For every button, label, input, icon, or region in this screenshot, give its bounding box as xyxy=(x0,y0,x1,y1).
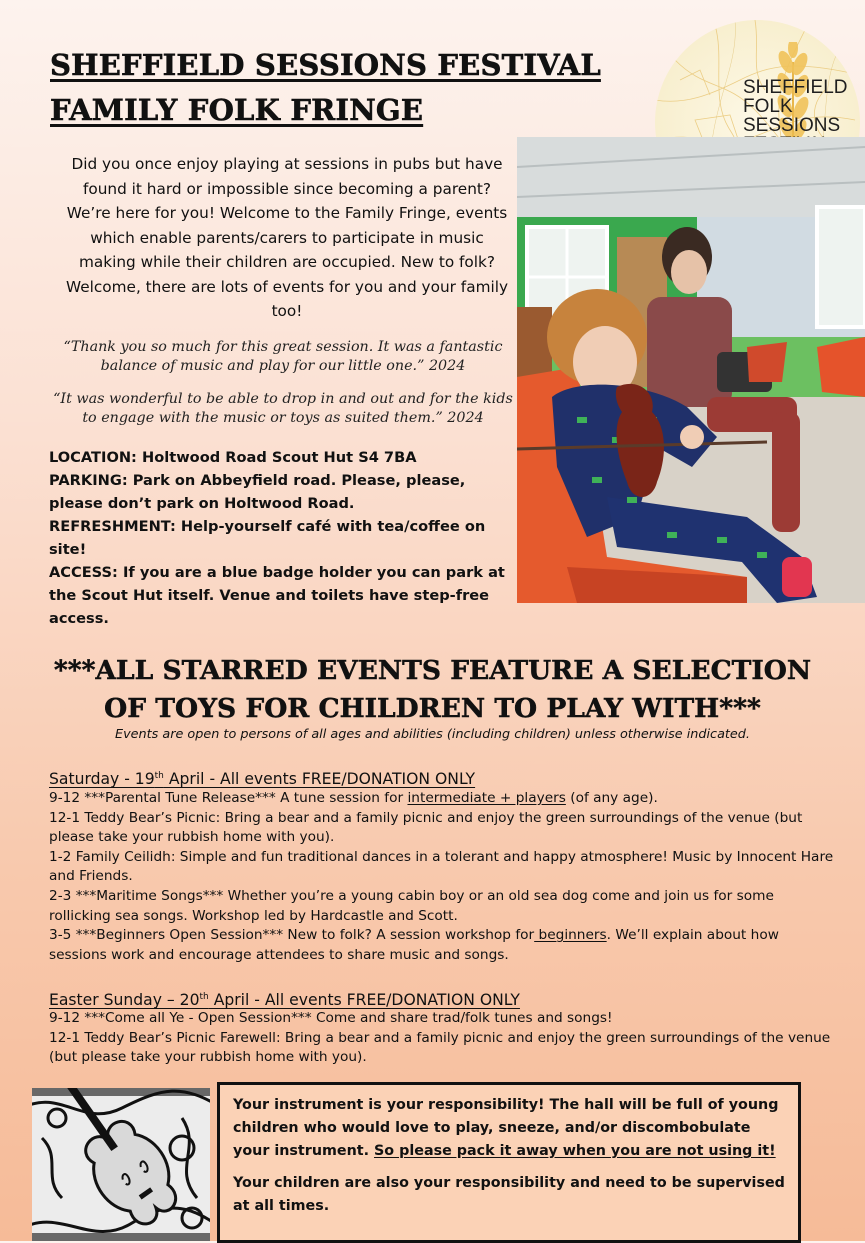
starred-events-note: Events are open to persons of all ages and abilities (including children) unless otherwise indicated. xyxy=(114,727,750,742)
venue-info xyxy=(49,446,514,630)
saturday-heading: Saturday - 19th April - All events FREE/DONATION ONLY xyxy=(49,770,476,788)
festival-title: SHEFFIELD SESSIONS FESTIVAL xyxy=(50,48,601,82)
saturday-events-list xyxy=(49,789,839,965)
event-item: 12-1 Teddy Bear’s Picnic: Bring a bear and a family picnic and enjoy the green surroundings of the venue (but please take your rubbish home with you). xyxy=(49,809,803,846)
child-playing-violin-photo xyxy=(517,137,865,603)
sunday-heading: Easter Sunday – 20th April - All events FREE/DONATION ONLY xyxy=(49,991,520,1009)
event-item: 9-12 ***Come all Ye - Open Session*** Come and share trad/folk tunes and songs! xyxy=(49,1010,613,1026)
location-line: LOCATION: Holtwood Road Scout Hut S4 7BA xyxy=(49,449,417,466)
logo-wordmark: SHEFFIELD FOLK SESSIONS xyxy=(743,77,848,136)
children-responsibility-text: Your children are also your responsibility and need to be supervised at all times. xyxy=(233,1175,785,1214)
event-item: 1-2 Family Ceilidh: Simple and fun traditional dances in a tolerant and happy atmosphere! Music by Innocent Hare and Friends. xyxy=(49,848,834,885)
sunday-events-list xyxy=(49,1009,839,1068)
testimonial-quote: “It was wonderful to be able to drop in and out and for the kids to engage with the music or toys as suited them.” 2024 xyxy=(53,391,513,426)
refreshment-line: REFRESHMENT: Help-yourself café with tea/coffee on site! xyxy=(49,518,486,558)
violin-illustration xyxy=(32,1088,210,1241)
responsibility-notice xyxy=(217,1082,801,1243)
starred-events-heading: ***ALL STARRED EVENTS FEATURE A SELECTION OF TOYS FOR CHILDREN TO PLAY WITH*** xyxy=(53,655,812,724)
event-item: 3-5 ***Beginners Open Session*** New to folk? A session workshop for beginners. We’ll explain about how sessions work and encourage attendees to share music and songs. xyxy=(49,927,779,963)
testimonial-quote: “Thank you so much for this great session. It was a fantastic balance of music and play for our little one.” 2024 xyxy=(63,339,503,374)
event-item: 2-3 ***Maritime Songs*** Whether you’re a young cabin boy or an old sea dog come and join us for some rollicking sea songs. Workshop led by Hardcastle and Scott. xyxy=(49,887,774,924)
access-line: ACCESS: If you are a blue badge holder you can park at the Scout Hut itself. Venue and toilets have step-free access. xyxy=(49,564,505,627)
fringe-title: FAMILY FOLK FRINGE xyxy=(50,93,424,127)
event-item: 9-12 ***Parental Tune Release*** A tune session for intermediate + players (of any age). xyxy=(49,790,658,806)
instrument-responsibility-text: Your instrument is your responsibility! The hall will be full of young children who would love to play, sneeze, and/or discombobulate your instrument. So please pack it away when you are not using it! xyxy=(233,1097,779,1159)
parking-line: PARKING: Park on Abbeyfield road. Please, please, please don’t park on Holtwood Road. xyxy=(49,472,466,512)
event-item: 12-1 Teddy Bear’s Picnic Farewell: Bring a bear and a family picnic and enjoy the green surroundings of the venue (but please take your rubbish home with you). xyxy=(49,1029,831,1066)
intro-paragraph: Did you once enjoy playing at sessions in pubs but have found it hard or impossible since becoming a parent? We’re here for you! Welcome to the Family Fringe, events which enable parents/carers to participate in music making while their children are occupied. New to folk? Welcome, there are lots of events for you and your family too! xyxy=(65,155,509,320)
